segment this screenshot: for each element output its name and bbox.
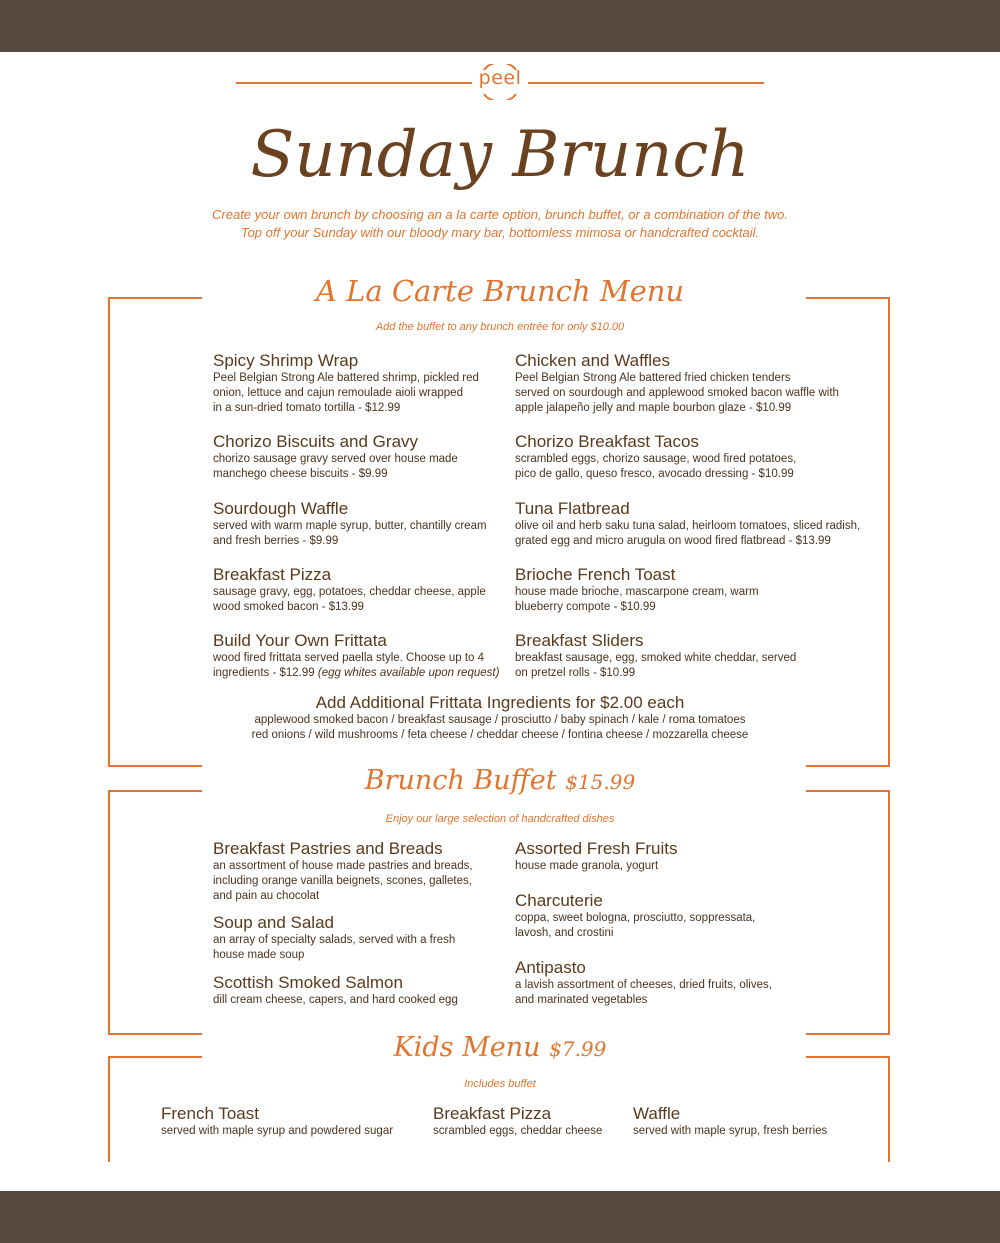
menu-item — [213, 913, 455, 963]
item-description: scrambled eggs, chorizo sausage, wood fired potatoes, pico de gallo, queso fresco, avocado dressing - $10.99 — [515, 453, 797, 480]
item-description — [213, 651, 499, 681]
menu-item — [213, 432, 458, 482]
item-name: Sourdough Waffle — [213, 499, 349, 518]
item-name: Chorizo Biscuits and Gravy — [213, 432, 419, 451]
menu-item — [515, 351, 839, 416]
item-name: Breakfast Pizza — [433, 1104, 552, 1123]
page-title: Sunday Brunch — [250, 118, 750, 192]
menu-item — [161, 1104, 393, 1139]
menu-item — [515, 958, 772, 1008]
item-description: chorizo sausage gravy served over house made manchego cheese biscuits - $9.99 — [213, 453, 458, 480]
menu-item — [213, 565, 486, 615]
item-name: Chorizo Breakfast Tacos — [515, 432, 699, 451]
kids-title-text: Kids Menu — [393, 1032, 541, 1063]
item-name: Brioche French Toast — [515, 565, 676, 584]
item-name: Soup and Salad — [213, 913, 334, 932]
menu-item — [433, 1104, 602, 1139]
item-description: an array of specialty salads, served with a fresh house made soup — [213, 934, 456, 961]
item-name: Breakfast Pastries and Breads — [213, 839, 443, 858]
buffet-bracket-right — [806, 790, 890, 1035]
item-description: Peel Belgian Strong Ale battered shrimp, pickled red onion, lettuce and cajun remoulade aioli wrapped in a sun-dried tomato tortilla - $12.99 — [213, 372, 479, 414]
menu-item — [213, 839, 473, 904]
item-name: Scottish Smoked Salmon — [213, 973, 403, 992]
a-la-carte-subtitle: Add the buffet to any brunch entrée for only $10.00 — [375, 321, 625, 333]
item-description: coppa, sweet bologna, prosciutto, soppressata, lavosh, and crostini — [515, 912, 756, 939]
item-description-text: wood fired frittata served paella style. Choose up to 4 ingredients - $12.99 — [213, 652, 485, 679]
menu-item — [515, 432, 796, 482]
menu-item — [515, 499, 860, 549]
menu-item — [213, 973, 458, 1008]
intro-line-1: Create your own brunch by choosing an a la carte option, brunch buffet, or a combination of the two. — [212, 207, 788, 222]
menu-item — [633, 1104, 827, 1139]
item-description: served with maple syrup, fresh berries — [633, 1125, 828, 1137]
item-description: served with maple syrup and powdered sugar — [161, 1125, 394, 1137]
logo-divider-right — [528, 82, 764, 84]
item-name: Antipasto — [515, 958, 586, 977]
logo-text: peel — [478, 67, 522, 89]
item-description: served with warm maple syrup, butter, chantilly cream and fresh berries - $9.99 — [213, 520, 487, 547]
item-name: Breakfast Sliders — [515, 631, 644, 650]
additional-ingredients-title: Add Additional Frittata Ingredients for $2.00 each — [315, 693, 685, 712]
item-description: house made brioche, mascarpone cream, warm blueberry compote - $10.99 — [515, 586, 759, 613]
a-la-carte-title: A La Carte Brunch Menu — [315, 274, 685, 308]
item-description: Peel Belgian Strong Ale battered fried chicken tenders served on sourdough and applewood smoked bacon waffle with apple jalapeño jelly and maple bourbon glaze - $10.99 — [515, 372, 839, 414]
buffet-bracket-left — [108, 790, 202, 1035]
item-description: dill cream cheese, capers, and hard cooked egg — [213, 994, 458, 1006]
item-name: Chicken and Waffles — [515, 351, 670, 370]
item-name: Breakfast Pizza — [213, 565, 332, 584]
item-name: French Toast — [161, 1104, 259, 1123]
item-description: a lavish assortment of cheeses, dried fruits, olives, and marinated vegetables — [515, 979, 772, 1006]
item-description: house made granola, yogurt — [515, 860, 659, 872]
item-description: sausage gravy, egg, potatoes, cheddar cheese, apple wood smoked bacon - $13.99 — [213, 586, 486, 613]
item-name: Build Your Own Frittata — [213, 631, 387, 650]
menu-item — [515, 839, 678, 874]
item-name: Waffle — [633, 1104, 681, 1123]
menu-item — [515, 565, 759, 615]
item-name: Charcuterie — [515, 891, 603, 910]
kids-price: $7.99 — [549, 1037, 607, 1061]
item-description: scrambled eggs, cheddar cheese — [433, 1125, 603, 1137]
kids-subtitle: Includes buffet — [464, 1078, 536, 1090]
additional-ingredients — [0, 693, 1000, 743]
logo-divider-left — [236, 82, 472, 84]
item-name: Tuna Flatbread — [515, 499, 630, 518]
additional-ingredients-list: applewood smoked bacon / breakfast sausage / prosciutto / baby spinach / kale / roma tomatoes red onions / wild mushrooms / feta cheese / cheddar cheese / fontina cheese / mozzarella cheese — [251, 714, 749, 741]
buffet-subtitle: Enjoy our large selection of handcrafted dishes — [385, 813, 615, 825]
item-name: Assorted Fresh Fruits — [515, 839, 678, 858]
item-description: breakfast sausage, egg, smoked white cheddar, served on pretzel rolls - $10.99 — [515, 652, 797, 679]
item-description: an assortment of house made pastries and breads, including orange vanilla beignets, scones, galletes, and pain au chocolat — [213, 860, 473, 902]
top-band — [0, 0, 1000, 52]
menu-item — [213, 499, 487, 549]
bottom-band — [0, 1191, 1000, 1243]
intro-line-2: Top off your Sunday with our bloody mary bar, bottomless mimosa or handcrafted cocktail. — [240, 225, 760, 240]
item-description: olive oil and herb saku tuna salad, heirloom tomatoes, sliced radish, grated egg and micro arugula on wood fired flatbread - $13.99 — [515, 520, 861, 547]
menu-item — [515, 631, 796, 681]
item-name: Spicy Shrimp Wrap — [213, 351, 359, 370]
buffet-title-text: Brunch Buffet — [364, 765, 557, 796]
menu-item — [515, 891, 755, 941]
item-note: (egg whites available upon request) — [317, 667, 500, 679]
buffet-price: $15.99 — [565, 770, 636, 794]
menu-item — [213, 351, 479, 416]
menu-item — [213, 631, 499, 681]
